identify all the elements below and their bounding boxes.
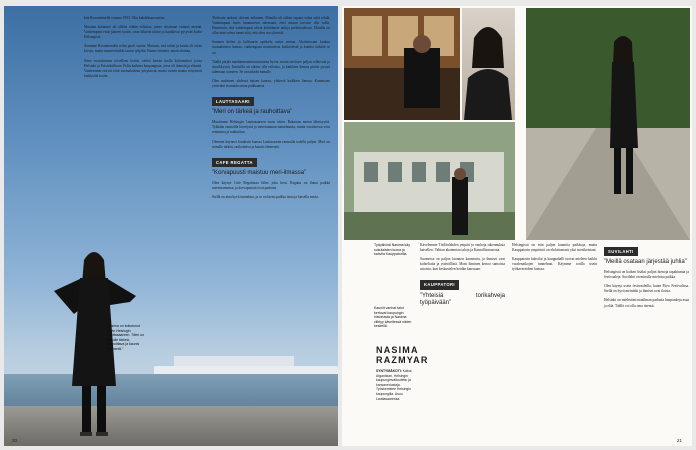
paragraph: Siten vuotaisimme toiselleen kotiin, valitsi kerran tuolla kokemukset joista Helsinki ja Puistokallioon. Pidin kaikista kaupungista, jossa oli ihmisiä ja elämää. Vanhemmat etsivät töitä suomalaisista yrityksistä, mutta osasin maata erityisesti kaikkialla kotiin. — [84, 58, 202, 78]
photo-caption-left: Nasima on kotiutunut hyvin Helsingin Lauttasaareen. ”Meri on minulle tärkeä, rauhoittava ja kaunis elementti.” — [107, 324, 145, 351]
paragraph: Helsinki on mielestäni maailman parhaita kaupunkeja asua ja elää. Täällä voi olla oma itsensä. — [604, 298, 689, 308]
left-page — [4, 6, 338, 446]
article-column-left-a — [84, 16, 202, 83]
photo-caption-right-a: Työpäivinä Nasima käy sukulaisten luona ja kahvila Kauppatorilla. — [374, 243, 410, 257]
article-column-left-b — [212, 16, 330, 204]
author-bio — [376, 369, 418, 401]
paragraph: Siellä on aina hyvä tunnelma, ja se on hieno paikka istua ja katsella merta. — [212, 194, 319, 199]
paragraph: Asumme Rovaniemellä reilut puoli vuotta. Muistan, että taloni ja koulu oli aivan kivoja, mutta muuten kaikki tuntui tyhjältä. Emme tienneet, mistä aloittaa. — [84, 44, 202, 54]
section-label-cafe-regatta: CAFE REGATTA — [212, 158, 257, 167]
paragraph: Suomen kielen ja kulttuurin opiskelu auttoi minua. Aloittaessani koulun suomalaisten kanssa, vanhempani muistuttivat kotikielestä ja kuinka tärkeää se on. — [212, 40, 330, 55]
paragraph: Helsingissä on kaiken lisäksi paljon hienoja tapahtumia ja festivaaleja. Suvilahti on minulle mieluisa paikka. — [604, 270, 689, 280]
paragraph: Kävelemme Töölönlahden ympäri ja vanhoja rakennuksia katsellen. Valtion akatemian taloja ja Kansallismuseota. — [420, 243, 505, 253]
paragraph: Helsingissä on niin paljon kauniita paikkoja, mutta Kauppatorin ympäristö on ehdottomasti yksi suosikeistani. — [512, 243, 597, 253]
section-subhead-lauttasaari: ”Meri on tärkeä ja rauhoittava” — [212, 109, 293, 116]
author-bio-text: Kabul, Afganistan. Helsingin kaupunginvaltuutettu ja kansanedustaja. Työskentelee Helsingin kaupungilla. Asuu Lauttasaaressa. — [376, 369, 413, 401]
paragraph: Olen käynyt usein festivaaleilla, kuten Flow Festivalissa. Siellä on hyvä meininki ja ihmiset ovat iloisia. — [604, 284, 689, 294]
author-name: NASIMA RAZMYAR — [376, 345, 429, 365]
section-subhead-cafe-regatta: ”Korvapuusti maistuu meri-ilmassa” — [212, 169, 307, 176]
right-page — [342, 6, 692, 446]
section-subhead-kauppatori: ”Yhteisiä torikahveja työpäivään” — [420, 292, 505, 306]
section-label-suvilahti: SUVILAHTI — [604, 247, 638, 256]
article-column-right-c — [604, 243, 689, 313]
paragraph: Muutimme Helsingin Lauttasaareen vuosi sitten. Rakastan meren läheisyyttä. Tykkään rannoilla kävelystä ja merenrannan tunnelmasta, mutta vuoristossa voin rentoutua ja rauhoittua. — [212, 120, 330, 135]
paragraph: Tiedostin tarkasti olevani erilainen. Minulla oli silloin tapana valita mitä tehdä. Vanhempani myös kannustivat tulemaan, ettei minun tarvitse olla nolla. Huomasin, että vanhempani olivat kehittäneet taitoja perhekoulussa. Minulla on ollut aina vahva tunne siitä, että olen osa yhteisöä. — [212, 16, 330, 36]
paragraph: Olemme käyneet Jonaksen kanssa Lauttasaaren rannoilla todella paljon. Meri on minulle tärkeä, rauhoittava ja kaunis elementti. — [212, 139, 330, 149]
paragraph: Muuttaa kotimme oli silloin vähän erilaista, jonne olisimme voineet mennä. Vanhempani eivät jääneet kotiin, vaan lähtivät töihin ja hankkivat pysyvän kodin Helsingistä. — [84, 25, 202, 40]
article-column-right-b — [512, 243, 597, 276]
article-column-right-a — [420, 243, 505, 311]
portrait-photo — [462, 8, 515, 120]
author-block — [376, 345, 429, 401]
paragraph: Olen käynyt Cafe Regattassa lähes joka kesä. Regatta on ihana paikka merenrannassa, ja korvapuustit ovat parhaita. — [212, 180, 330, 190]
paragraph: Olen malainen yhdessä naisen kanssa, yhdessä kaikkien kanssa. Kannustan ystäviäni etsimään omaa paikkaansa. — [212, 78, 330, 89]
paragraph: Täällä pärjää maahanmuuttotaustaisena hyvin, mutta tarvitsee paljon rohkeutta ja sinnikkyyttä. Ihmisillä on oikeus olla erilaisia, ja kaikkien kanssa pitäisi pystyä tulemaan toimeen. Se on tärkeää minulle. — [212, 59, 330, 74]
building-photo — [344, 122, 515, 240]
cafe-photo — [344, 8, 460, 120]
section-subhead-suvilahti: ”Meillä osataan järjestää juhlia” — [604, 259, 687, 266]
paragraph: kön Rovaniemellä vuonna 1993. Olin kahdeksanvuotias. — [84, 16, 166, 20]
author-bio-label: SYNTYMÄKOTI: — [376, 369, 402, 373]
photo-caption-right-b: Kauniit vanhat talot kertovat kaupungin historiasta ja Nasima viihtyy kävellessä niiden keskellä. — [374, 306, 412, 329]
paragraph: Kauppatorin kahvilat ja kauppahalli tuovat mieleen kaikki vuodenaikojen tunnelmat. Käymme torilla usein työkavereideni kanssa. — [512, 257, 597, 272]
page-number-right: 21 — [676, 438, 682, 443]
street-photo — [526, 8, 690, 240]
section-label-kauppatori: KAUPPATORI — [420, 280, 459, 289]
paragraph: Suomessa on paljon luonnon kauneutta, ja ihmiset ovat kohteliaita ja ystävällisiä. Moni ihminen kertoo samoista asioista, kun keskustelen heidän kanssaan. — [420, 257, 505, 272]
page-number-left: 20 — [12, 438, 18, 443]
section-label-lauttasaari: LAUTTASAARI — [212, 97, 254, 106]
